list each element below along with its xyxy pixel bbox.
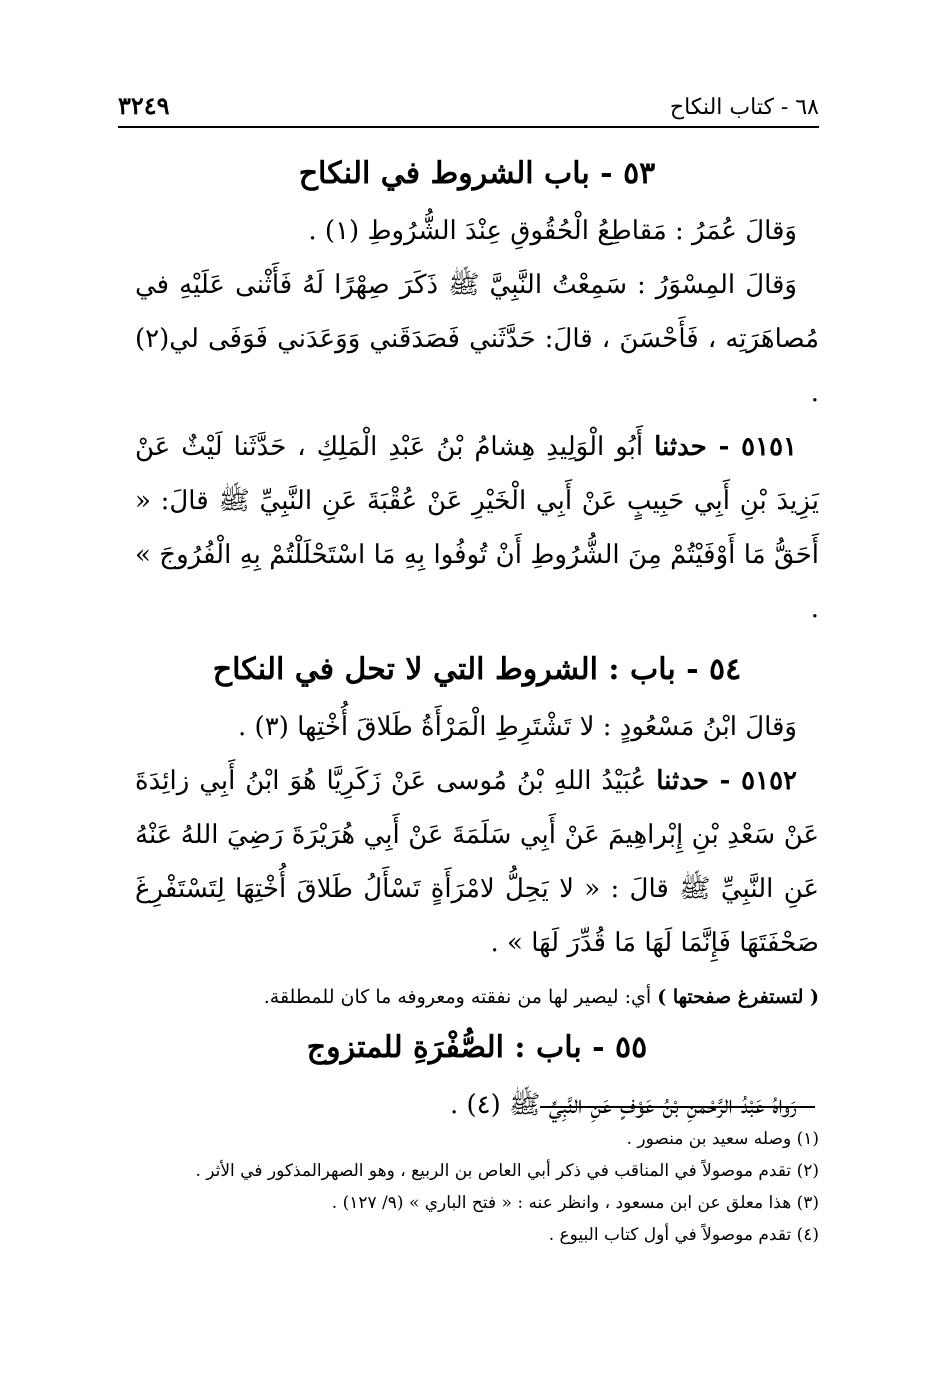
quote-ibn-masud: وَقالَ ابْنُ مَسْعُودٍ : لا تَشْتَرِطِ الْمَرْأَةُ طَلاقَ أُخْتِها (٣) .	[238, 712, 797, 742]
page-number: ٣٢٤٩	[118, 91, 170, 120]
gloss-note	[135, 978, 819, 1016]
chapter-heading-53: ٥٣ - باب الشروط في النكاح	[298, 156, 656, 191]
gloss-term: ( لتستفرغ صفحتها )	[657, 986, 819, 1008]
hadith-5152	[135, 754, 819, 970]
footnote-4: (٤) تقدم موصولاً في أول كتاب البيوع .	[548, 1225, 819, 1245]
chapter-heading-54: ٥٤ - باب : الشروط التي لا تحل في النكاح	[212, 652, 742, 687]
hadith-number: ٥١٥١ - حدثنا	[654, 432, 798, 462]
hadith-text: أَبُو الْوَلِيدِ هِشامُ بْنُ عَبْدِ الْمَلِكِ ، حَدَّثَنا لَيْثٌ عَنْ يَزِيدَ بْنِ أَبِي حَبِيبٍ عَنْ أَبِي الْخَيْرِ عَنْ عُقْبَةَ عَنِ النَّبِيِّ ﷺ قالَ: « أَحَقُّ مَا أَوْفَيْتُمْ مِنَ الشُّرُوطِ أَنْ تُوفُوا بِهِ مَا اسْتَحْلَلْتُمْ بِهِ الْفُرُوجَ » .	[135, 432, 819, 624]
gloss-explanation: أي: ليصير لها من نفقته ومعروفه ما كان للمطلقة.	[263, 986, 652, 1008]
page-header	[118, 88, 819, 128]
chapter-heading-55: ٥٥ - باب : الصُّفْرَةِ للمتزوج	[306, 1030, 648, 1065]
footnote-separator	[540, 1106, 815, 1108]
footnote-3: (٣) هذا معلق عن ابن مسعود ، وانظر عنه : « فتح الباري » (٩/ ١٢٧) .	[331, 1193, 819, 1213]
hadith-text: عُبَيْدُ اللهِ بْنُ مُوسى عَنْ زَكَرِيَّا هُوَ ابْنُ أَبِي زائِدَةَ عَنْ سَعْدِ بْنِ إِبْراهِيمَ عَنْ أَبِي سَلَمَةَ عَنْ أَبِي هُرَيْرَةَ رَضِيَ اللهُ عَنْهُ عَنِ النَّبِيِّ ﷺ قالَ : « لا يَحِلُّ لامْرَأَةٍ تَسْأَلُ طَلاقَ أُخْتِهَا لِتَسْتَفْرِغَ صَحْفَتَهَا فَإِنَّمَا لَهَا مَا قُدِّرَ لَهَا » .	[135, 766, 819, 958]
hadith-number: ٥١٥٢ - حدثنا	[656, 766, 798, 796]
quote-miswar: وَقالَ المِسْوَرُ : سَمِعْتُ النَّبِيَّ ﷺ ذَكَرَ صِهْرًا لَهُ فَأَثْنى عَلَيْهِ في مُصاهَرَتِه ، فَأَحْسَنَ ، قالَ: حَدَّثَني فَصَدَقَني وَوَعَدَني فَوَفَى لي(٢) .	[135, 270, 819, 408]
quote-abdurrahman: رَواهُ عَبْدُ الرَّحْمنِ بْنُ عَوْفٍ عَنِ النَّبِيِّ ﷺ (٤) .	[449, 1090, 797, 1120]
footnote-2: (٢) تقدم موصولاً في المناقب في ذكر أبي العاص بن الربيع ، وهو الصهرالمذكور في الأثر .	[195, 1161, 819, 1181]
page-body	[135, 148, 819, 1132]
footnotes	[135, 1124, 819, 1252]
quote-umar: وَقالَ عُمَرُ : مَقاطِعُ الْحُقُوقِ عِنْدَ الشُّرُوطِ (١) .	[308, 216, 797, 246]
running-title: ٦٨ - كتاب النكاح	[669, 95, 819, 120]
hadith-5151	[135, 420, 819, 636]
footnote-1: (١) وصله سعيد بن منصور .	[626, 1129, 819, 1149]
